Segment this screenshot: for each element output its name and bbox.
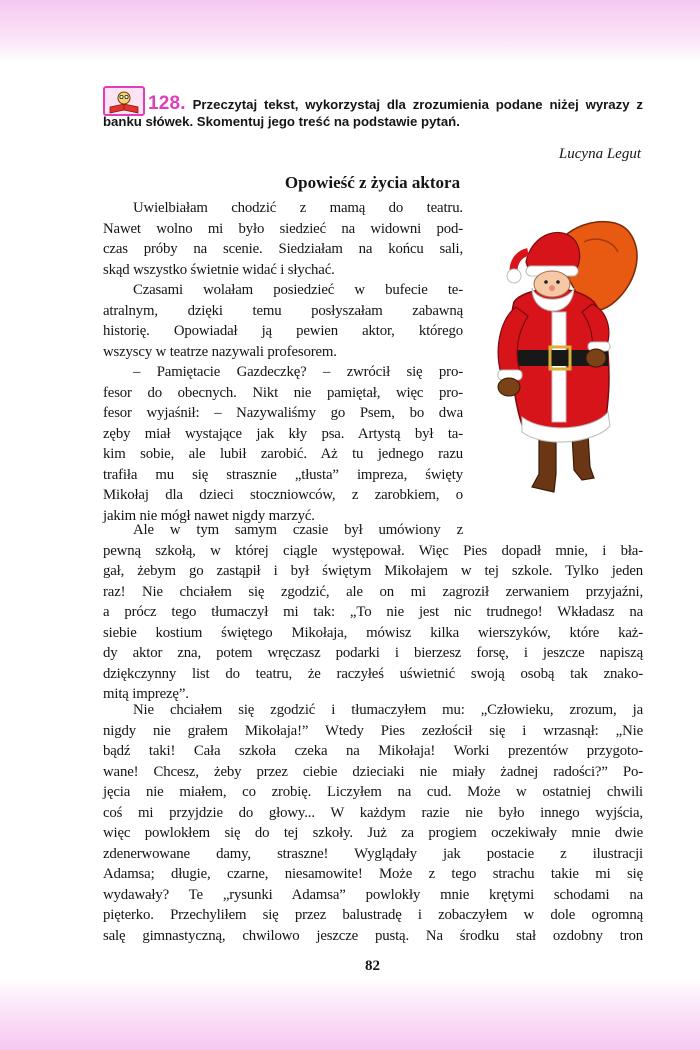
story-line: mitą imprezę”. — [103, 686, 189, 702]
top-pink-band — [0, 0, 700, 62]
story-line: fesor wyjaśnił: – Nazywaliśmy go Psem, bo dwa — [103, 405, 463, 421]
story-line: wydawały? Te „rysunki Adamsa” powlokły mnie krętymi schodami na — [103, 886, 643, 903]
story-line: fesor do obecnych. Nikt nie pamiętał, więc pro- — [103, 384, 463, 401]
story-line: wszyscy w teatrze nazywali profesorem. — [103, 343, 337, 360]
story-line: jakim nie mógł nawet nigdy marzyć. — [103, 507, 315, 524]
story-line: historię. Opowiadał ją pewien aktor, którego — [103, 323, 463, 339]
task-instruction-text: Przeczytaj tekst, wykorzystaj dla zrozumienia podane niżej wyrazy z banku słówek. Skomentuj jego treść na podstawie pytań. — [103, 97, 643, 129]
story-line: raz! Nie chciałem się zgodzić, ale on mi zagroził zerwaniem przyjaźni, — [103, 583, 643, 600]
story-paragraph: Ale w tym samym czasie był umówiony z — [133, 522, 463, 538]
story-line: skąd wszystko świetnie widać i słychać. — [103, 261, 335, 278]
story-line: a prócz tego tłumaczył mi tak: „To nie jest nic trudnego! Wkładasz na — [103, 604, 643, 620]
story-line: więc powlokłem się do tej szkoły. Już za progiem oczekiwały mnie dwie — [103, 825, 643, 841]
author-name: Lucyna Legut — [558, 146, 641, 162]
story-line: zdenerwowane damy, straszne! Wyglądały jak postacie z ilustracji — [103, 845, 643, 862]
story-line: Nawet wolno mi było siedzieć na widowni pod- — [103, 220, 463, 237]
story-paragraph: – Pamiętacie Gazdeczkę? – zwrócił się pro- — [133, 364, 463, 380]
story-line: gał, żebym go zastąpił i był świętym Mikołajem w tej szkole. Tylko jeden — [103, 563, 643, 579]
story-paragraph: Uwielbiałam chodzić z mamą do teatru. — [133, 200, 463, 216]
story-title: Opowieść z życia aktora — [284, 173, 461, 192]
bottom-pink-band — [0, 978, 700, 1050]
story-line: bądź taki! Cała szkoła czeka na Mikołaja! Worki prezentów przygoto- — [103, 743, 643, 759]
story-line: jęcia nie miałem, co zrobię. Liczyłem na cud. Może w ostatniej chwili — [103, 784, 643, 800]
story-line: wane! Chcesz, żeby przez ciebie dzieciaki nie miały żadnej radości?” Po- — [103, 763, 643, 780]
story-line: nigdy nie grałem Mikołaja!” Wtedy Pies zezłościł się i wrzasnął: „Nie — [103, 722, 643, 739]
story-line: dy aktor zna, potem wręczasz podarki i bierzesz forsę, i jeszcze napiszą — [103, 645, 643, 661]
story-line: Adamsa; długie, czarne, niesamowite! Może z tego strachu takie mi się — [103, 866, 643, 882]
page-number: 82 — [365, 958, 380, 974]
story-line: siebie kostium świętego Mikołaja, mówisz kilka wierszyków, które każ- — [103, 624, 643, 641]
story-line: coś mi przyjdzie do głowy... W każdym razie nie było innego wyjścia, — [103, 804, 643, 821]
story-line: Mikołaj dla dzieci stoczniowców, z zarobkiem, o — [103, 487, 463, 503]
santa-claus-illustration — [484, 212, 644, 512]
story-line: pewną szkołą, w której ciągle występował. Więc Pies dopadł mnie, i bła- — [103, 542, 643, 559]
task-number: 128. — [148, 93, 186, 114]
story-line: pięterko. Przechyliłem się przez balustradę i zobaczyłem w dole ogromną — [103, 907, 643, 923]
story-line: salę gimnastyczną, chwilowo jeszcze pustą. Na środku stał ozdobny tron — [103, 927, 643, 944]
story-line: dziękczynny list do teatru, że raczyłeś uświetnić swoją osobą tak znako- — [103, 665, 643, 682]
story-paragraph: Czasami wolałam posiedzieć w bufecie te- — [133, 282, 463, 298]
story-line: kim sobie, ale lubił zarobić. Aż tu jednego razu — [103, 446, 463, 462]
story-line: zęby miał wystające jak kły psa. Artystą był ta- — [103, 425, 463, 442]
story-line: atralnym, dzięki temu posłyszałam zabawną — [103, 302, 463, 319]
story-line: czas próby na scenie. Siedziałam na końcu sali, — [103, 241, 463, 257]
task-instruction — [103, 95, 643, 130]
story-paragraph: Nie chciałem się zgodzić i tłumaczyłem mu: „Człowieku, zrozum, ja — [133, 702, 643, 718]
story-line: trafiła mu się strasznie „tłusta” impreza, święty — [103, 466, 463, 483]
